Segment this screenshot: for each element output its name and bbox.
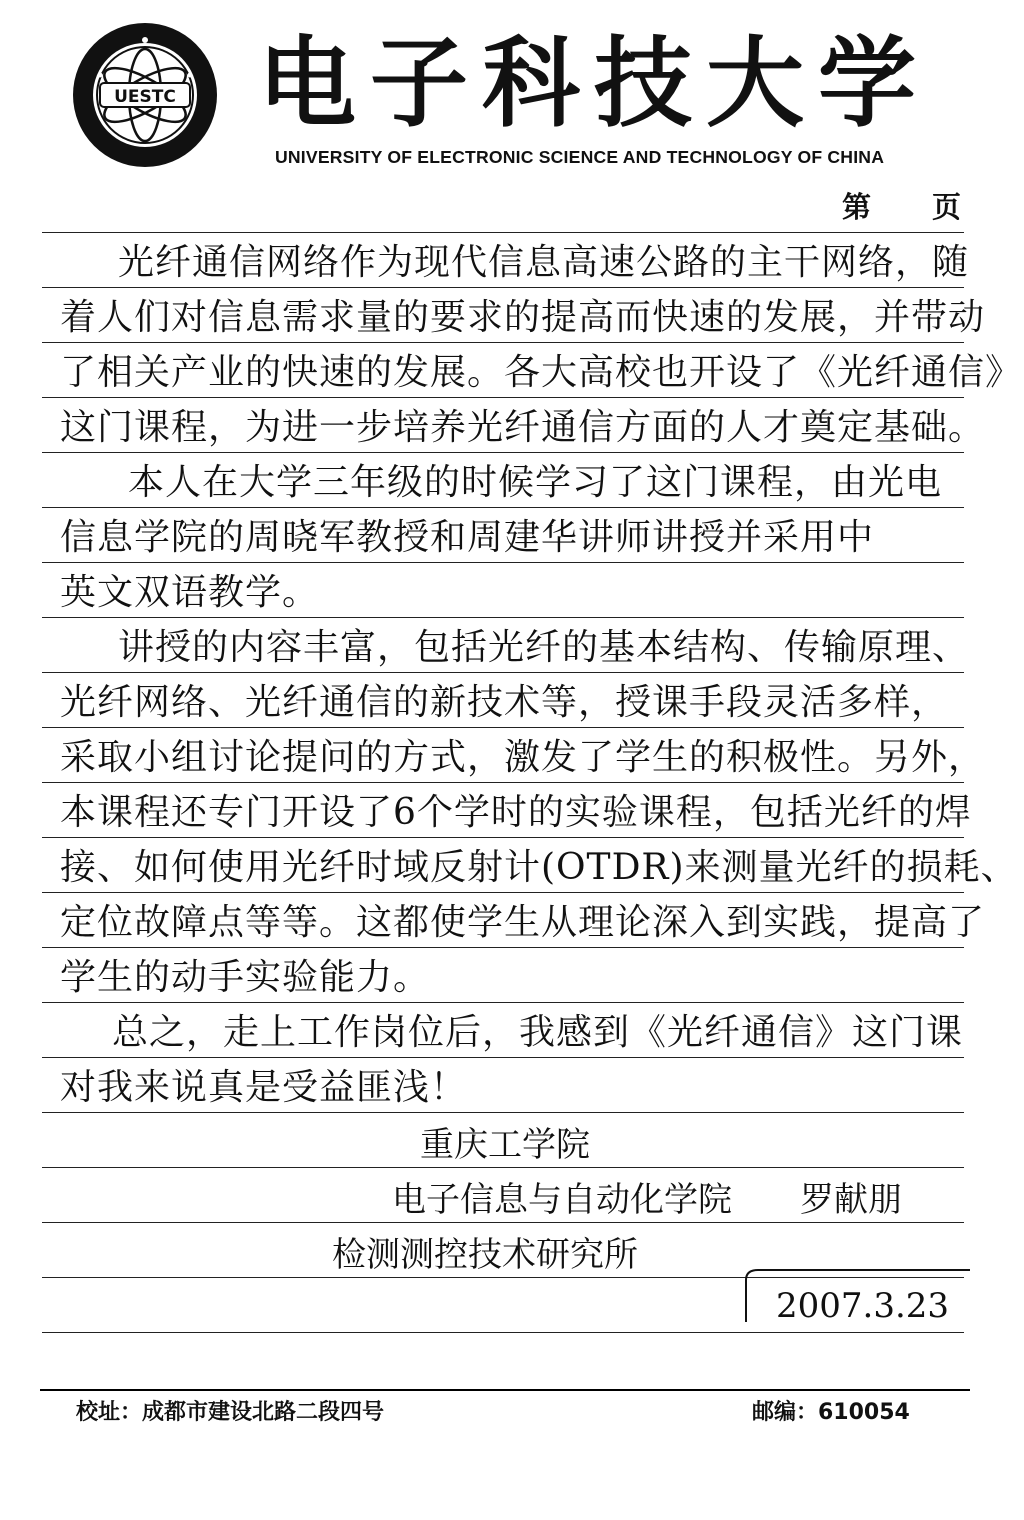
signer-name: 罗献朋 xyxy=(800,1180,902,1220)
school-address: 校址：成都市建设北路二段四号 xyxy=(76,1400,385,1425)
university-logo-seal xyxy=(70,20,220,170)
rule-line xyxy=(42,947,964,948)
rule-line xyxy=(42,727,964,728)
rule-line xyxy=(42,342,964,343)
letter-line: 光纤网络、光纤通信的新技术等，授课手段灵活多样， xyxy=(60,682,949,723)
svg-text:UESTC: UESTC xyxy=(114,87,176,107)
rule-line xyxy=(42,452,964,453)
page-label-prefix: 第 xyxy=(842,190,872,224)
letter-line: 本人在大学三年级的时候学习了这门课程，由光电 xyxy=(128,462,943,503)
rule-line xyxy=(42,1002,964,1003)
page-label-suffix: 页 xyxy=(932,190,962,224)
rule-line xyxy=(42,287,964,288)
letter-line: 光纤通信网络作为现代信息高速公路的主干网络，随 xyxy=(118,242,970,283)
letter-line: 总之，走上工作岗位后，我感到《光纤通信》这门课 xyxy=(112,1012,964,1053)
university-name-chinese: 电子科技大学 xyxy=(258,26,931,141)
letter-line: 这门课程，为进一步培养光纤通信方面的人才奠定基础。 xyxy=(60,407,986,448)
letter-line: 定位故障点等等。这都使学生从理论深入到实践，提高了 xyxy=(60,902,986,943)
rule-line xyxy=(42,562,964,563)
letter-line: 本课程还专门开设了6个学时的实验课程，包括光纤的焊 xyxy=(60,792,972,833)
letter-line: 着人们对信息需求量的要求的提高而快速的发展，并带动 xyxy=(60,297,986,338)
letter-line: 信息学院的周晓军教授和周建华讲师讲授并采用中 xyxy=(60,517,875,558)
letter-line: 英文双语教学。 xyxy=(60,572,320,613)
page-number-label xyxy=(842,188,972,226)
letter-line: 学生的动手实验能力。 xyxy=(60,957,431,998)
signer-institution: 重庆工学院 xyxy=(420,1125,590,1165)
rule-line xyxy=(42,232,964,233)
signature-date: 2007.3.23 xyxy=(776,1286,950,1326)
university-name-english: UNIVERSITY OF ELECTRONIC SCIENCE AND TECHNOLOGY OF CHINA xyxy=(275,147,885,167)
rule-line xyxy=(42,507,964,508)
rule-line xyxy=(42,1112,964,1113)
letter-line: 了相关产业的快速的发展。各大高校也开设了《光纤通信》 xyxy=(60,352,1023,393)
rule-line xyxy=(42,892,964,893)
footer-divider xyxy=(40,1389,970,1391)
letter-line: 讲授的内容丰富，包括光纤的基本结构、传输原理、 xyxy=(118,627,970,668)
rule-line xyxy=(42,672,964,673)
postal-code: 邮编：610054 xyxy=(752,1400,910,1425)
date-bracket-mark xyxy=(740,1262,980,1332)
signer-lab: 检测测控技术研究所 xyxy=(332,1235,638,1275)
letter-line: 采取小组讨论提问的方式，激发了学生的积极性。另外， xyxy=(60,737,986,778)
rule-line xyxy=(42,837,964,838)
signer-department: 电子信息与自动化学院 xyxy=(392,1180,732,1220)
rule-line xyxy=(42,782,964,783)
letter-line: 对我来说真是受益匪浅！ xyxy=(60,1067,468,1108)
letter-line: 接、如何使用光纤时域反射计(OTDR)来测量光纤的损耗、 xyxy=(60,847,1018,888)
rule-line xyxy=(42,617,964,618)
rule-line xyxy=(42,1332,964,1333)
rule-line xyxy=(42,397,964,398)
rule-line xyxy=(42,1057,964,1058)
